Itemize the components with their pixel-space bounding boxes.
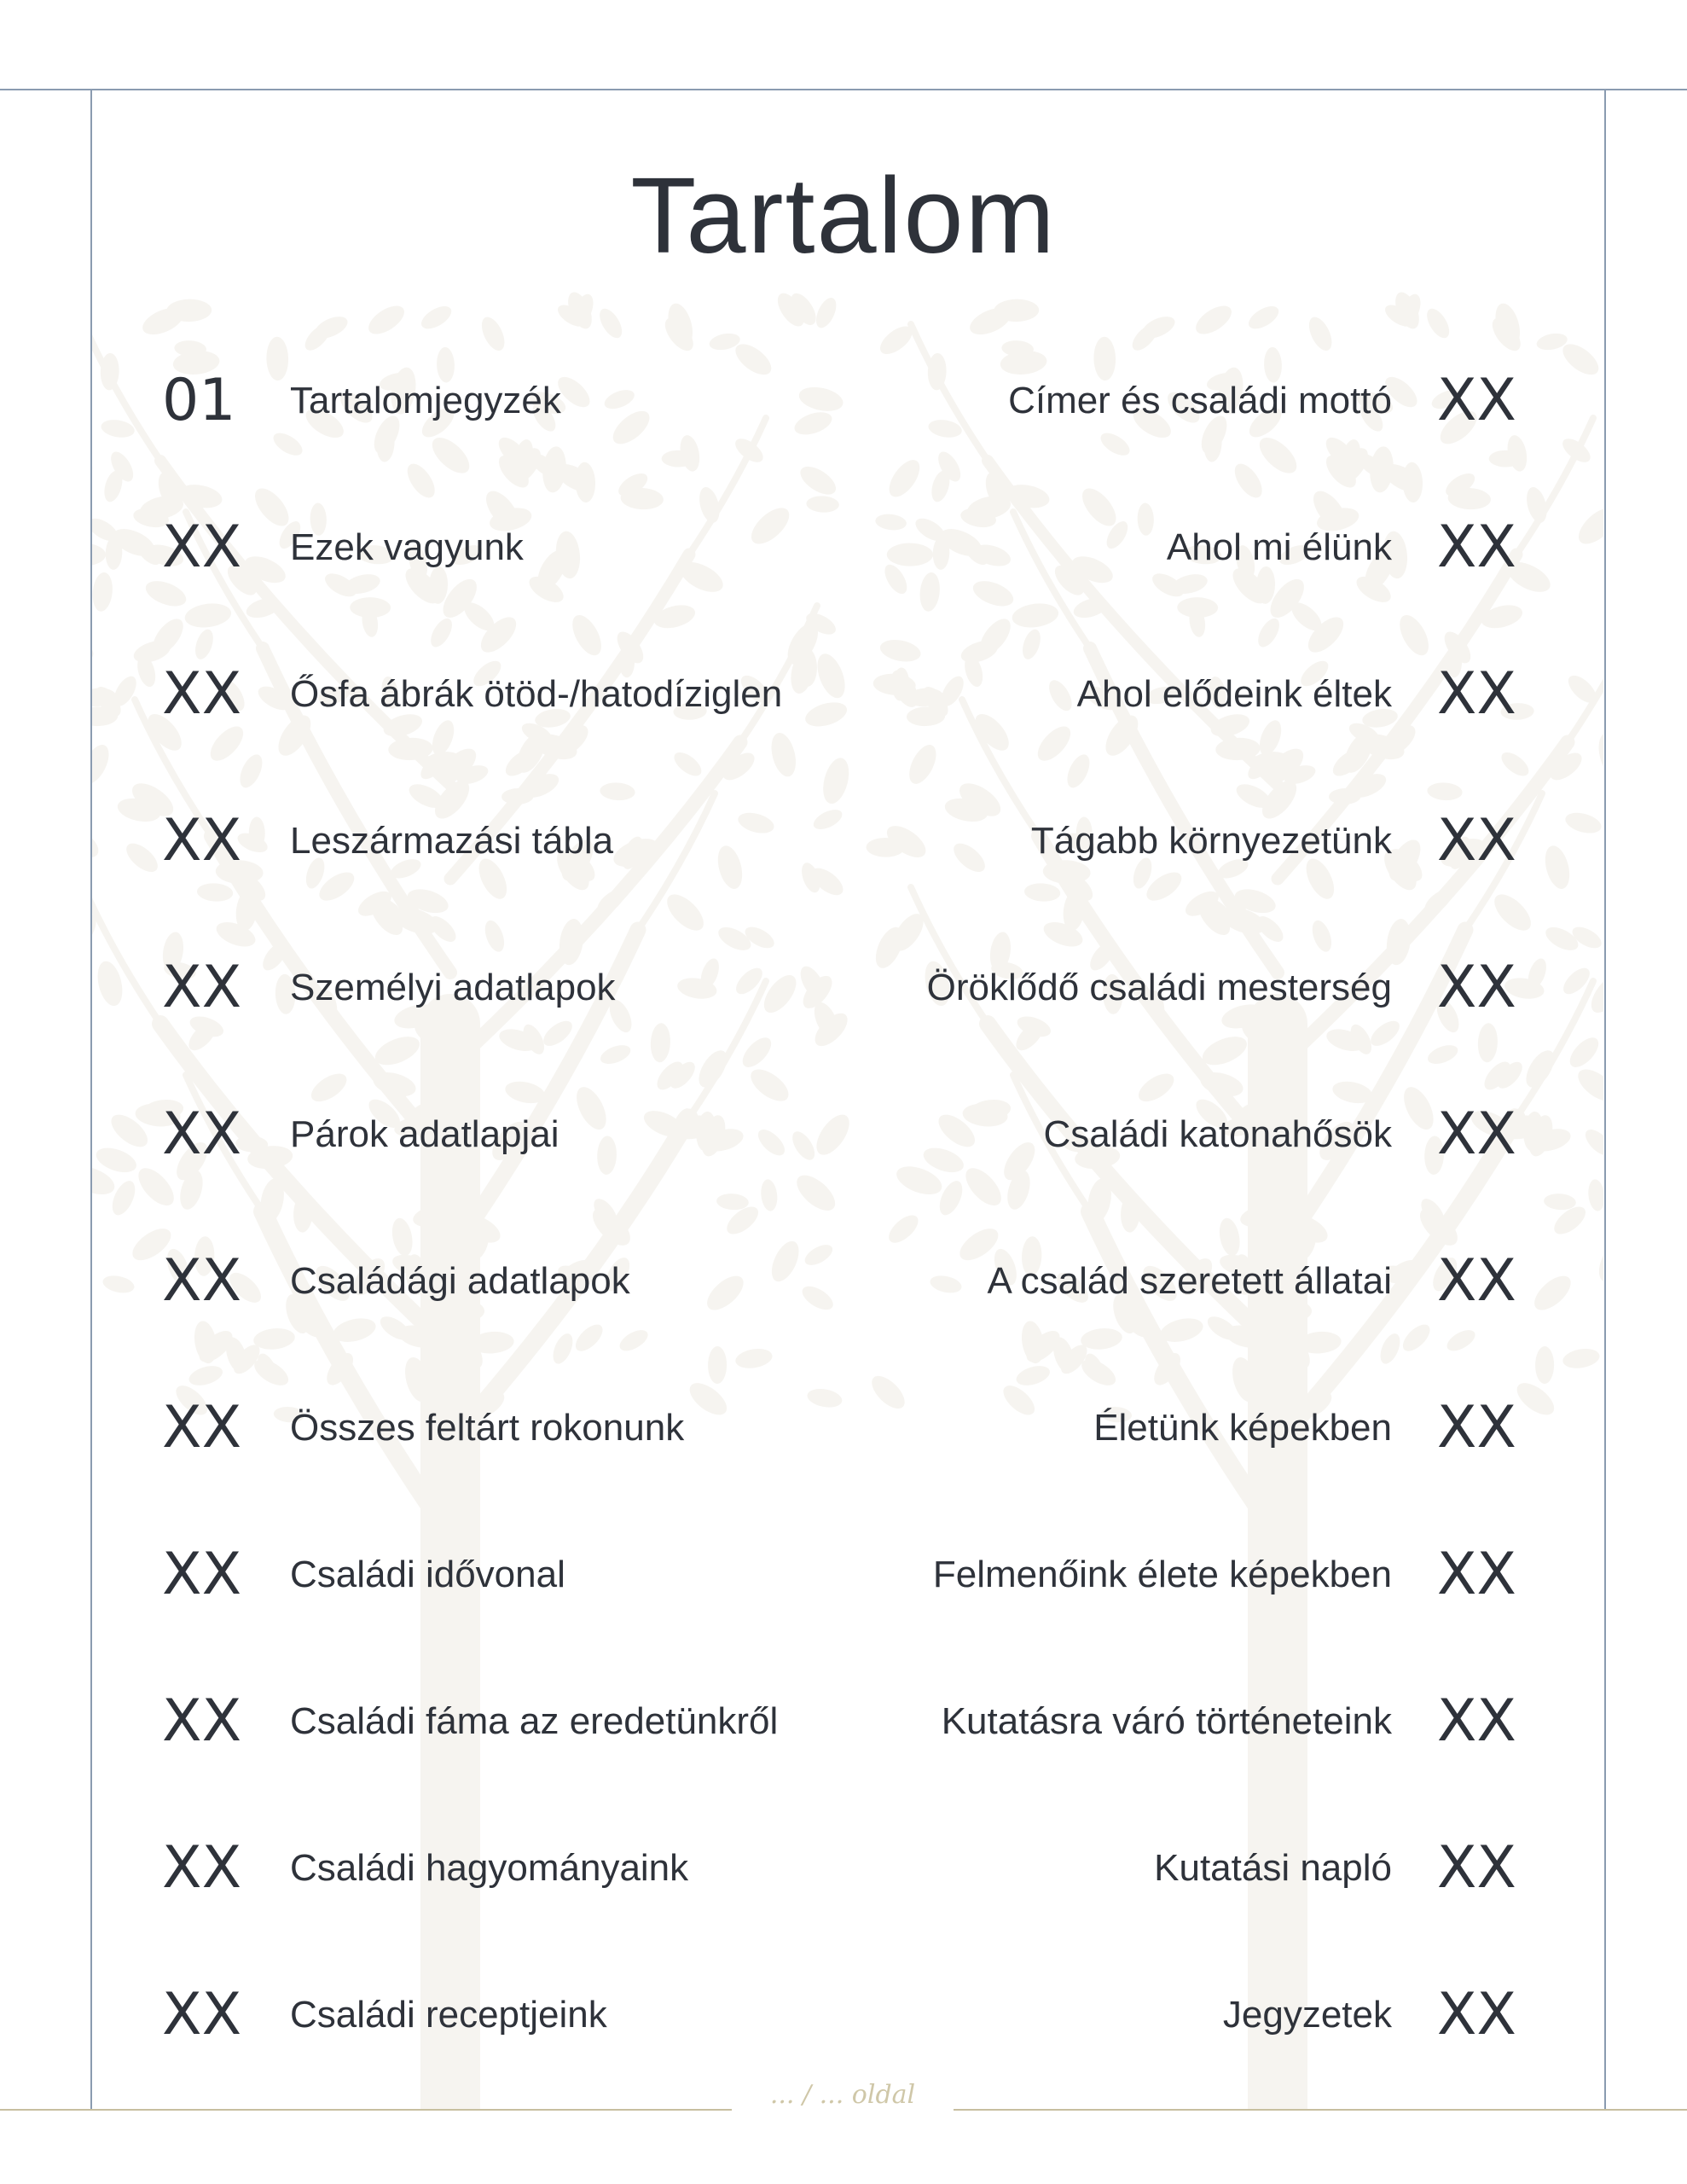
toc-page-number: XX — [162, 1247, 242, 1315]
toc-entry[interactable] — [162, 505, 844, 590]
toc-entry-label: Ahol mi élünk — [1166, 526, 1392, 568]
toc-entry-label: Családi hagyományaink — [290, 1847, 689, 1889]
toc-page-number: XX — [162, 1541, 242, 1608]
toc-entry-label: Ahol elődeink éltek — [1076, 673, 1392, 715]
toc-entry-label: Kutatási napló — [1154, 1847, 1392, 1889]
toc-page-number: XX — [162, 1394, 242, 1461]
toc-entry[interactable] — [853, 1385, 1535, 1471]
toc-entry-label: Ezek vagyunk — [290, 526, 524, 568]
toc-entry[interactable] — [162, 1679, 844, 1764]
toc-entry[interactable] — [162, 652, 844, 737]
toc-entry-label: A család szeretett állatai — [987, 1260, 1392, 1302]
toc-page-number: XX — [1436, 1687, 1516, 1755]
toc-entry-label: Családi fáma az eredetünkről — [290, 1700, 779, 1742]
toc-page-number: XX — [162, 1981, 242, 2048]
toc-entry-label: Párok adatlapjai — [290, 1113, 559, 1155]
toc-entry-label: Címer és családi mottó — [1008, 380, 1392, 421]
toc-entry-label: Személyi adatlapok — [290, 967, 616, 1008]
toc-page-number: XX — [1436, 1247, 1516, 1315]
toc-page-number: XX — [1436, 807, 1516, 874]
toc-entry-label: Kutatásra váró történeteink — [941, 1700, 1392, 1742]
toc-page-number: XX — [162, 807, 242, 874]
toc-entry-label: Családi idővonal — [290, 1554, 565, 1595]
toc-entry[interactable] — [162, 1092, 844, 1177]
toc-entry[interactable] — [853, 358, 1535, 444]
toc-entry-label: Családági adatlapok — [290, 1260, 630, 1302]
toc-entry[interactable] — [853, 1532, 1535, 1618]
toc-entry[interactable] — [162, 1532, 844, 1618]
toc-entry[interactable] — [162, 799, 844, 884]
toc-page-number: XX — [162, 660, 242, 728]
toc-entry-label: Családi receptjeink — [290, 1994, 607, 2036]
toc-entry[interactable] — [853, 652, 1535, 737]
toc-entry-label: Leszármazási tábla — [290, 820, 614, 862]
page-title: Tartalom — [630, 155, 1057, 276]
toc-entry[interactable] — [162, 1972, 844, 2058]
toc-entry[interactable] — [853, 1972, 1535, 2058]
toc-entry-label: Felmenőink élete képekben — [932, 1554, 1392, 1595]
toc-entry-label: Családi katonahősök — [1043, 1113, 1392, 1155]
toc-entry-label: Tágabb környezetünk — [1030, 820, 1392, 862]
toc-page-number: XX — [1436, 367, 1516, 434]
toc-entry-label: Öröklődő családi mesterség — [926, 967, 1392, 1008]
toc-entry[interactable] — [853, 1239, 1535, 1324]
toc-entry-label: Tartalomjegyzék — [290, 380, 561, 421]
toc-entry[interactable] — [853, 1826, 1535, 1911]
toc-page-number: XX — [1436, 1834, 1516, 1902]
toc-entry[interactable] — [853, 1092, 1535, 1177]
toc-page-number: XX — [1436, 954, 1516, 1021]
toc-page-number: 01 — [162, 367, 236, 434]
toc-entry-label: Életünk képekben — [1093, 1407, 1392, 1449]
toc-page-number: XX — [162, 1101, 242, 1168]
toc-entry-label: Jegyzetek — [1222, 1994, 1392, 2036]
bottom-border-line-right — [954, 2109, 1687, 2111]
right-border-line — [1604, 89, 1606, 2111]
toc-entry[interactable] — [853, 1679, 1535, 1764]
toc-entry[interactable] — [162, 1826, 844, 1911]
toc-entry[interactable] — [853, 945, 1535, 1031]
toc-page-number: XX — [1436, 660, 1516, 728]
toc-page-number: XX — [1436, 1981, 1516, 2048]
toc-entry[interactable] — [853, 799, 1535, 884]
toc-entry[interactable] — [162, 358, 844, 444]
bottom-border-line-left — [0, 2109, 732, 2111]
toc-page-number: XX — [1436, 1394, 1516, 1461]
toc-entry-label: Ősfa ábrák ötöd-/hatodíziglen — [290, 673, 783, 715]
page-number-footer: ... / ... oldal — [769, 2080, 916, 2110]
toc-entry[interactable] — [162, 945, 844, 1031]
toc-entry[interactable] — [162, 1385, 844, 1471]
toc-entry[interactable] — [162, 1239, 844, 1324]
toc-page-number: XX — [162, 1687, 242, 1755]
toc-page-number: XX — [1436, 1541, 1516, 1608]
toc-page-number: XX — [162, 514, 242, 581]
toc-page-number: XX — [1436, 1101, 1516, 1168]
toc-entry[interactable] — [853, 505, 1535, 590]
toc-page-number: XX — [1436, 514, 1516, 581]
toc-entry-label: Összes feltárt rokonunk — [290, 1407, 685, 1449]
toc-page-number: XX — [162, 954, 242, 1021]
top-border-line — [0, 89, 1687, 90]
toc-page-number: XX — [162, 1834, 242, 1902]
